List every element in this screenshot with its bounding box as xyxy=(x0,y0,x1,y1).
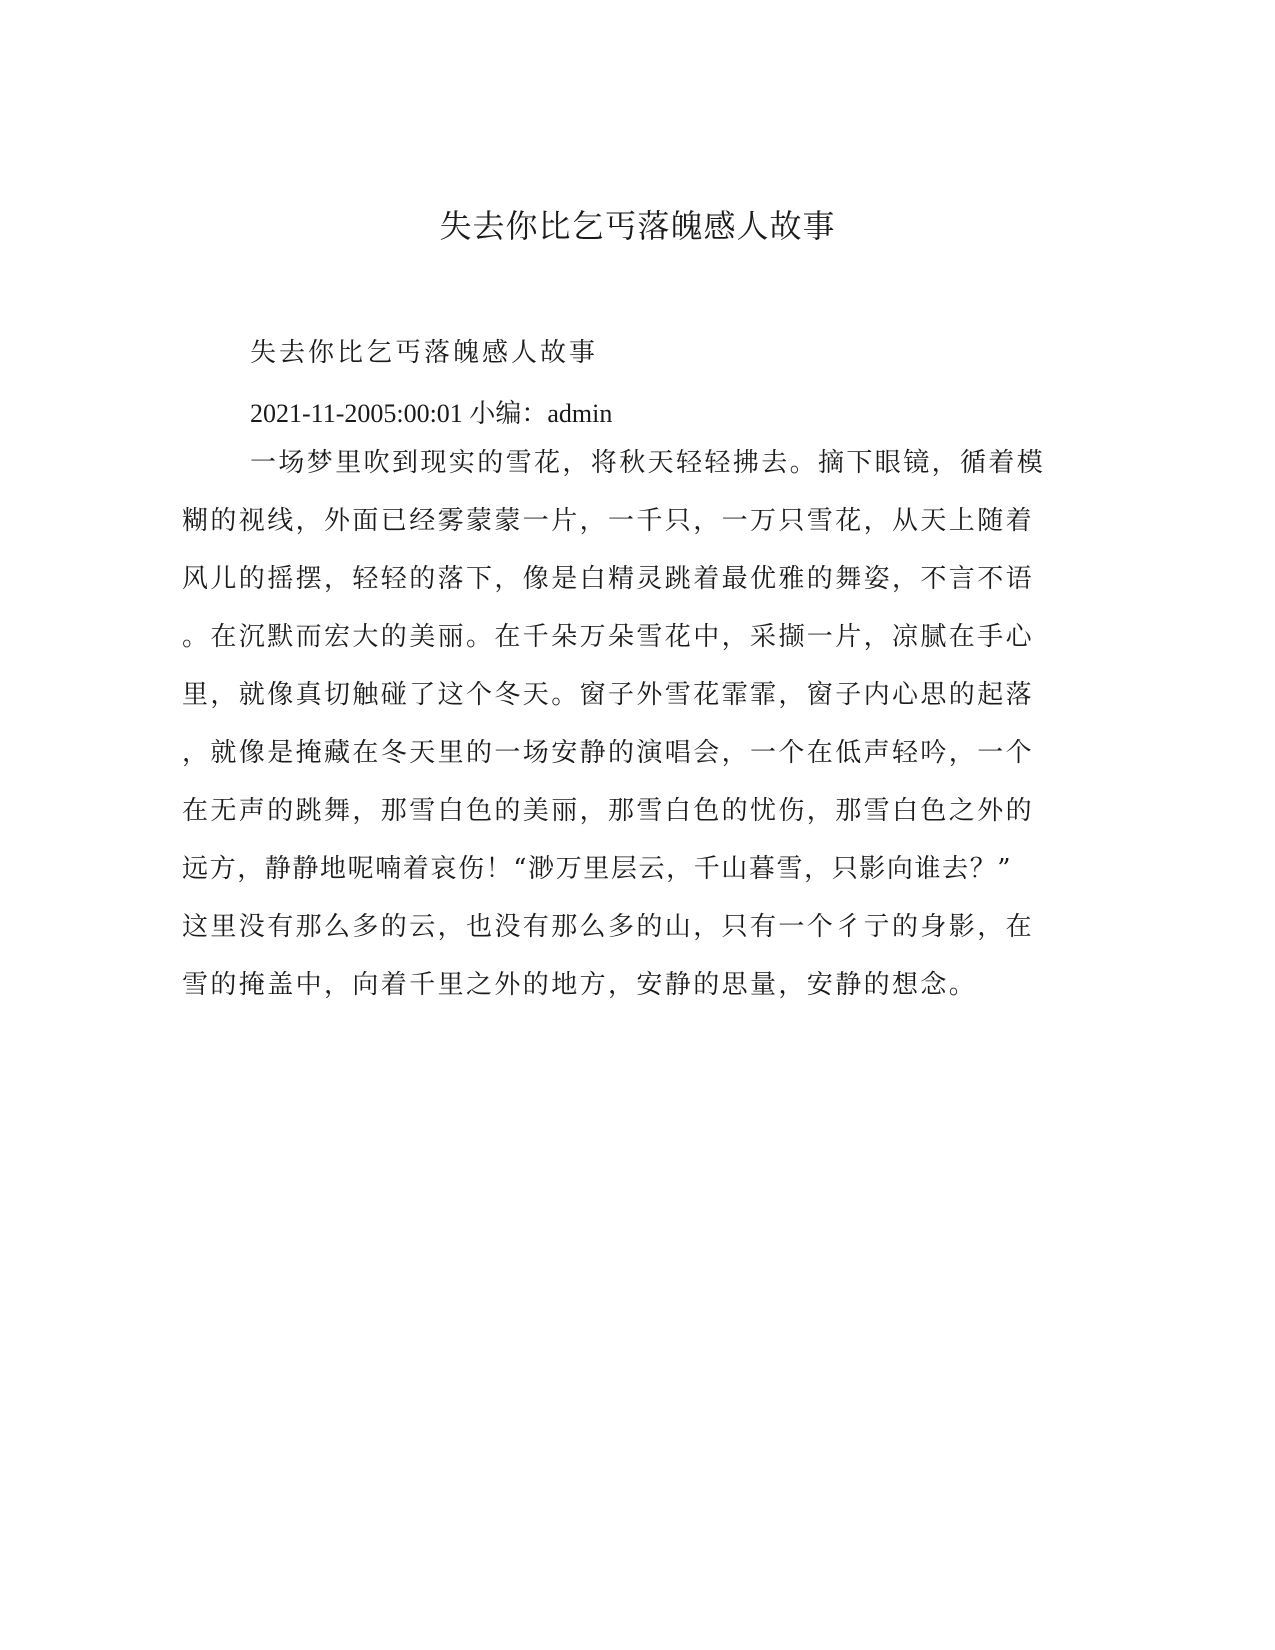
body-line: 一场梦里吹到现实的雪花，将秋天轻轻拂去。摘下眼镜，循着模 xyxy=(250,448,1046,478)
body-line: 。在沉默而宏大的美丽。在千朵万朵雪花中，采撷一片，凉腻在手心 xyxy=(182,622,1035,652)
body-line: 远方，静静地呢喃着哀伤！“渺万里层云，千山暮雪，只影向谁去？” xyxy=(182,854,1013,884)
body-line: 在无声的跳舞，那雪白色的美丽，那雪白色的忧伤，那雪白色之外的 xyxy=(182,796,1035,826)
article-meta xyxy=(250,394,612,434)
body-line: 里，就像真切触碰了这个冬天。窗子外雪花霏霏，窗子内心思的起落 xyxy=(182,680,1035,710)
document-title: 失去你比乞丐落魄感人故事 xyxy=(439,207,836,245)
article-subtitle: 失去你比乞丐落魄感人故事 xyxy=(250,338,599,368)
editor-name: admin xyxy=(547,399,613,428)
body-line: 风儿的摇摆，轻轻的落下，像是白精灵跳着最优雅的舞姿，不言不语 xyxy=(182,564,1035,594)
body-line: ，就像是掩藏在冬天里的一场安静的演唱会，一个在低声轻吟，一个 xyxy=(182,738,1035,768)
body-line: 雪的掩盖中，向着千里之外的地方，安静的思量，安静的想念。 xyxy=(182,970,978,1000)
body-line: 糊的视线，外面已经雾蒙蒙一片，一千只，一万只雪花，从天上随着 xyxy=(182,506,1035,536)
body-line: 这里没有那么多的云，也没有那么多的山，只有一个彳亍的身影，在 xyxy=(182,912,1035,942)
publish-datetime: 2021-11-2005:00:01 xyxy=(250,399,463,428)
editor-label: 小编： xyxy=(469,399,548,428)
article-body xyxy=(182,434,1046,1014)
